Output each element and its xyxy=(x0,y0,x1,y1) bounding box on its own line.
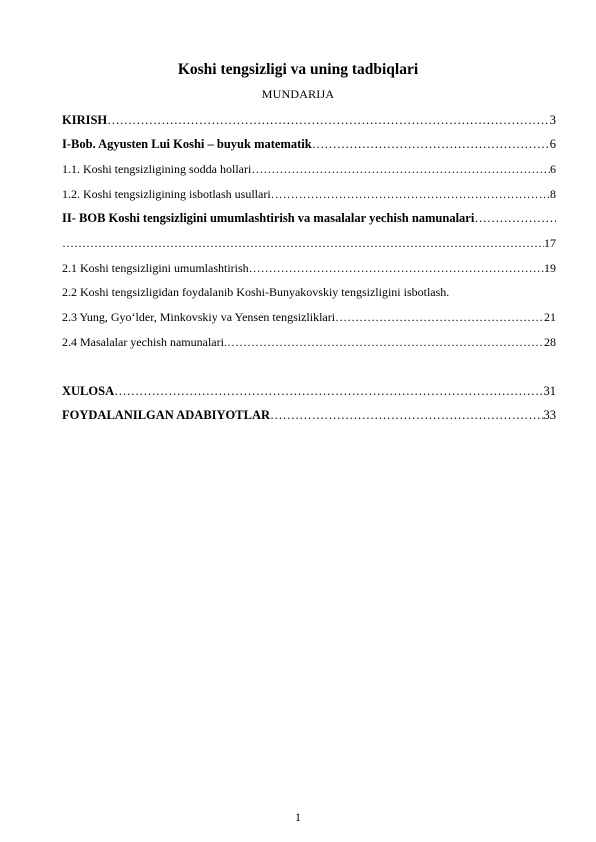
toc-leader-dots xyxy=(312,137,550,152)
toc-leader-dots xyxy=(249,261,544,276)
toc-entry-label: 2.2 Koshi tengsizligidan foydalanib Koshi-Bunyakovskiy tengsizligini isbotlash. xyxy=(62,285,450,299)
toc-leader-dots xyxy=(114,384,543,399)
toc-entry-page: 21 xyxy=(544,310,556,324)
page-number: 1 xyxy=(295,810,301,824)
toc-entry-page: 28 xyxy=(544,335,556,349)
toc-entry-label: I-Bob. Agyusten Lui Koshi – buyuk matematik xyxy=(62,137,312,151)
toc-leader-dots xyxy=(62,236,544,251)
toc-entry-page: 6 xyxy=(549,137,556,151)
toc-entry-page: 31 xyxy=(543,384,556,398)
toc-leader-dots xyxy=(107,113,550,128)
toc-entry-1-1 xyxy=(62,162,556,177)
toc-entry-chapter-1 xyxy=(62,137,556,152)
toc-leader-dots xyxy=(335,310,544,325)
toc-leader-dots xyxy=(270,408,543,423)
toc-entry-label: FOYDALANILGAN ADABIYOTLAR xyxy=(62,408,271,422)
toc-entry-xulosa xyxy=(62,384,556,399)
toc-entry-label: KIRISH xyxy=(62,113,108,127)
toc-entry-label: 2.1 Koshi tengsizligini umumlashtirish xyxy=(62,261,249,275)
toc-leader-dots xyxy=(227,335,544,350)
toc-entry-page: 6 xyxy=(550,162,556,176)
toc-entry-label: 1.2. Koshi tengsizligining isbotlash usullari xyxy=(62,187,271,201)
toc-entry-references xyxy=(62,408,556,423)
toc-entry-1-2 xyxy=(62,187,556,202)
document-title: Koshi tengsizligi va uning tadbiqlari xyxy=(177,61,419,78)
toc-entry-2-2 xyxy=(62,285,556,300)
toc-entry-2-1 xyxy=(62,261,556,276)
toc-entry-page: 19 xyxy=(544,261,556,275)
toc-entry-page: 33 xyxy=(543,408,556,422)
toc-leader-dots xyxy=(474,211,556,226)
toc-entry-page: 17 xyxy=(544,236,556,250)
toc-entry-page: 8 xyxy=(550,187,556,201)
toc-entry-label: XULOSA xyxy=(62,384,115,398)
toc-entry-label: 2.4 Masalalar yechish namunalari. xyxy=(62,335,227,349)
toc-entry-page: 3 xyxy=(549,113,556,127)
toc-leader-dots xyxy=(271,187,550,202)
toc-leader-dots xyxy=(251,162,550,177)
toc-entry-label: 2.3 Yung, Gyo‘lder, Minkovskiy va Yensen tengsizliklari xyxy=(62,310,336,324)
toc-entry-kirish xyxy=(62,113,556,128)
toc-heading: MUNDARIJA xyxy=(261,87,335,101)
toc-entry-chapter-2 xyxy=(62,211,556,226)
toc-entry-label: II- BOB Koshi tengsizligini umumlashtirish va masalalar yechish namunalari xyxy=(62,211,475,225)
toc-entry-2-3 xyxy=(62,310,556,325)
toc-entry-label: 1.1. Koshi tengsizligining sodda hollari xyxy=(62,162,252,176)
toc-entry-chapter-2-continued xyxy=(62,236,556,251)
toc-entry-2-4 xyxy=(62,335,556,350)
